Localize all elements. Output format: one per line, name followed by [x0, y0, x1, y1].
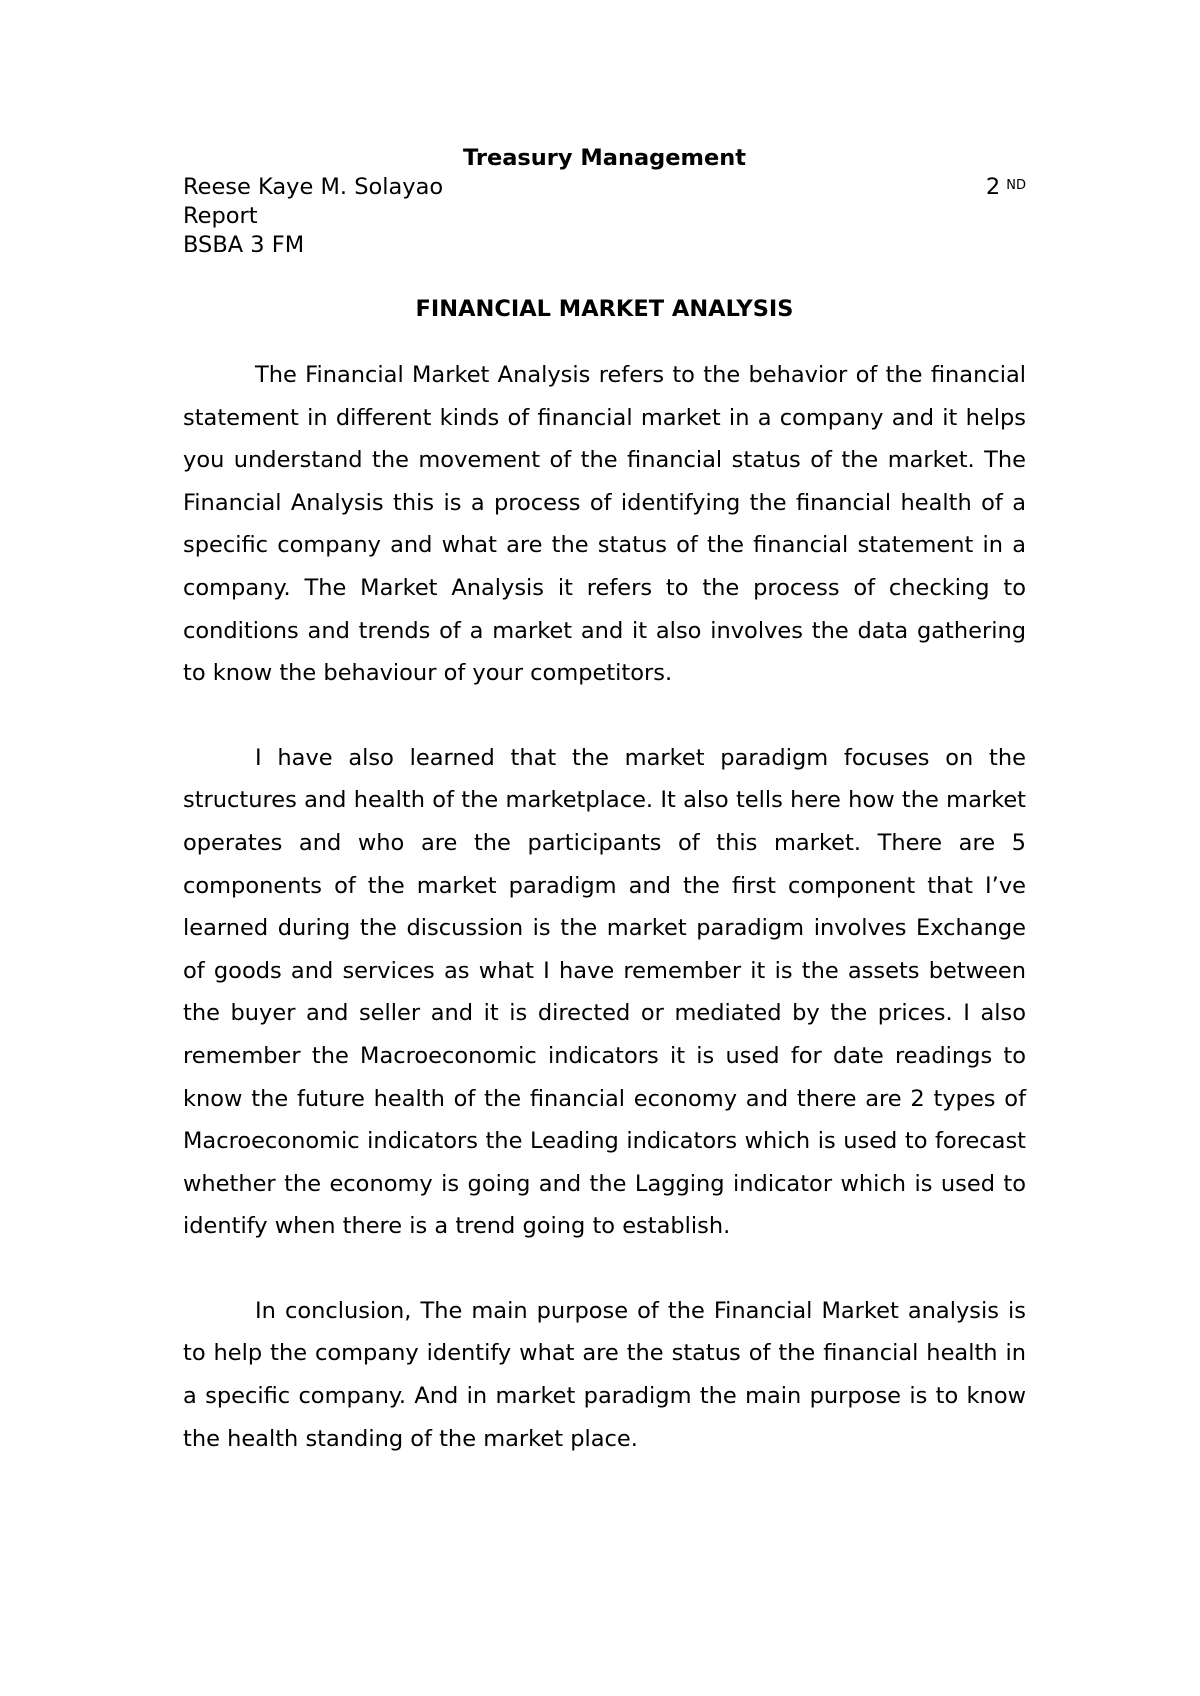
author-name: Reese Kaye M. Solayao	[183, 174, 444, 200]
paragraph-conclusion: In conclusion, The main purpose of the Financial Market analysis is to help the company identify what are the status of the financial health in a specific company. And in market paradigm the main purpose is to know the health standing of the market place.	[183, 1297, 1026, 1452]
section-heading: FINANCIAL MARKET ANALYSIS	[415, 296, 794, 322]
report-number-value: 2	[985, 174, 1001, 200]
document-title: Treasury Management	[462, 145, 747, 171]
author-block	[183, 173, 1026, 260]
report-number	[986, 173, 1026, 202]
paragraph-market-paradigm: I have also learned that the market paradigm focuses on the structures and health of the marketplace. It also tells here how the market operates and who are the participants of this market. There are 5 components of the market paradigm and the first component that I’ve learned during the discussion is the market paradigm involves Exchange of goods and services as what I have remember it is the assets between the buyer and seller and it is directed or mediated by the prices. I also remember the Macroeconomic indicators it is used for date readings to know the future health of the financial economy and there are 2 types of Macroeconomic indicators the Leading indicators which is used to forecast whether the economy is going and the Lagging indicator which is used to identify when there is a trend going to establish.	[183, 744, 1026, 1240]
course-label: BSBA 3 FM	[183, 232, 305, 258]
report-number-suffix: ND	[1006, 178, 1026, 193]
report-label: Report	[183, 203, 258, 229]
paragraph-intro: The Financial Market Analysis refers to the behavior of the financial statement in different kinds of financial market in a company and it helps you understand the movement of the financial status of the market. The Financial Analysis this is a process of identifying the financial health of a specific company and what are the status of the financial statement in a company. The Market Analysis it refers to the process of checking to conditions and trends of a market and it also involves the data gathering to know the behaviour of your competitors.	[183, 362, 1026, 687]
document-body	[183, 143, 1026, 1460]
